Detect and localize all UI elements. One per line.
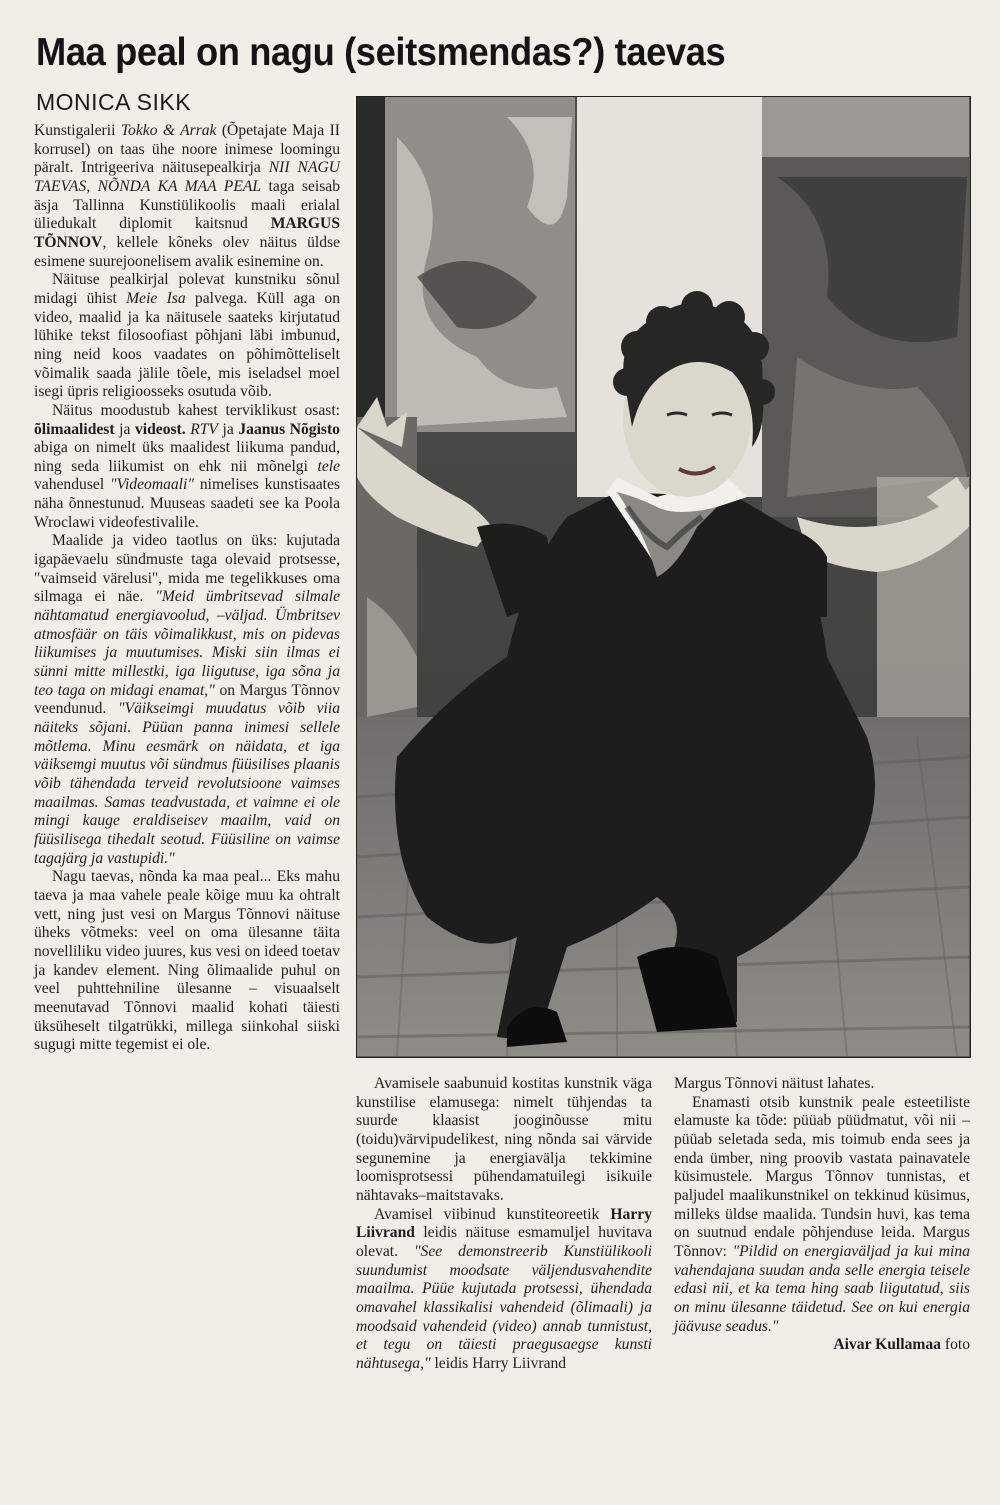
paragraph: Näituse pealkirjal polevat kunstniku sõnul midagi ühist Meie Isa palvega. Küll aga on video, maalid ja ka näitusele saateks kirjutatud lühike tekst filosoofiast põhjani läbi imbunud, ning neid koos vaadates on põhimõtteliselt võimalik saada jälile tõele, mis iseladsel moel isegi üpris religioosseks osutuda võib. <box>34 271 341 401</box>
article-column-3 <box>674 1075 970 1355</box>
critic-name: Harry Liivrand <box>356 1205 652 1242</box>
article-column-1 <box>34 122 340 1055</box>
paragraph: Avamisel viibinud kunstiteoreetik Harry Liivrand leidis näituse esmamuljel huvitava olevat. "See demonstreerib Kunstiülikooli suundumist moodsate väljendusvahendite maailma. Püüe kujutada protsessi, ühendada omavahel klassikalisi vahendeid (õlimaali) ja moodsaid vahendeid (video) annab tunnistust, et tegu on täiesti praegusaegse kunsti nähtusega," leidis Harry Liivrand <box>356 1205 652 1372</box>
paragraph: Enamasti otsib kunstnik peale esteetiliste elamuste ka tõde: püüab püüdmatut, või nii – püüab seletada seda, mis toimub enda sees ja enda ümber, ning proovib vastata painavatele küsimustele. Margus Tõnnov tunnistas, et paljudel maalikunstnikel on tekkinud küsimus, milleks üldse maalida. Tundsin huvi, kas tema on suutnud endale põhjenduse leida. Margus Tõnnov: "Pildid on energiaväljad ja kui mina vahendajana suudan anda selle energia teisele edasi nii, et ka tema hing saab liigutatud, siis on minu ülesanne täidetud. See on kui energia jäävuse seadus." <box>674 1093 970 1335</box>
quote: "Pildid on energiaväljad ja kui mina vahendajana suudan anda selle energia teisele edasi nii, et ka tema hing saab liigutatud, siis on minu ülesanne täidetud. See on kui energia jäävuse seadus." <box>674 1242 970 1335</box>
paragraph: Avamisele saabunuid kostitas kunstnik väga kunstilise elamusega: nimelt tühjendas ta suurde klaasist jooginõusse mitu (toidu)värvipudelikest, ning nõnda sai värvide segunemine ja energiavälja tekkimine loomisprotsessi pühendamatuilegi isikuile nähtavaks–maitstavaks. <box>356 1075 652 1204</box>
photo-credit-label: foto <box>944 1336 970 1354</box>
paragraph: Maalide ja video taotlus on üks: kujutada igapäevaelu sündmuste taga olevaid protsesse, "vaimseid värelusi", mida me tegelikkuses oma silmaga ei näe. "Meid ümbritsevad silmale nähtamatud energiavoolud, –väljad. Ümbritsev atmosfäär on täis võimalikkust, mis on pidevas liikumises ja muutumises. Miski siin ilmas ei sünni mitte millestki, iga liigutuse, iga sõna ja teo taga on midagi enamat," on Margus Tõnnov veendunud. "Väikseimgi muudatus võib viia näiteks sõjani. Püüan panna inimesi sellele mõtlema. Minu eesmärk on näidata, et iga väiksemgi muutus või sündmus füüsilises plaanis võib tähendada terveid revolutsioone vaimses maailmas. Samas teadvustada, et vaimne ei ole mingi kauge eraldiseisev maailm, vaid on füüsilisega tihedalt seotud. Füüsiline on vaimse tagajärg ja vastupidi." <box>34 532 340 867</box>
photo-credit <box>674 1336 970 1355</box>
photo-artist-portrait <box>356 96 971 1058</box>
byline: MONICA SIKK <box>36 89 192 115</box>
quote: "Väikseimgi muudatus võib viia näiteks sõjani. Püüan panna inimesi sellele mõtlema. Minu eesmärk on näidata, et iga väiksemgi muutus või sündmus füüsilises plaanis võib tähendada terveid revolutsioone vaimses maailmas. Samas teadvustada, et vaimne ei ole mingi kauge eraldiseisev maailm, vaid on füüsilisega tihedalt seotud. Füüsiline on vaimse tagajärg ja vastupidi." <box>34 700 340 867</box>
article-column-2 <box>356 1075 652 1374</box>
quote: "Meid ümbritsevad silmale nähtamatud energiavoolud, –väljad. Ümbritsev atmosfäär on täis võimalikkust, mis on pidevas liikumises ja muutumises. Miski siin ilmas ei sünni mitte millestki, iga liigutuse, iga sõna ja teo taga on midagi enamat," <box>34 588 340 699</box>
artist-photo-illustration <box>357 97 969 1056</box>
paragraph: Margus Tõnnovi näitust lahates. <box>674 1075 875 1092</box>
quote: "See demonstreerib Kunstiülikooli suundumist moodsate väljendusvahendite maailma. Püüe kujutada protsessi, ühendada omavahel klassikalisi vahendeid (õlimaali) ja moodsaid vahendeid (video) annab tunnistust, et tegu on täiesti praegusaegse kunsti nähtusega," <box>356 1242 652 1372</box>
paragraph: Nagu taevas, nõnda ka maa peal... Eks mahu taeva ja maa vahele peale kõige muu ka ohtralt vett, ning just vesi on Margus Tõnnovi näituse üheks võtmeks: veel on oma ülesanne täita novelliliku video juures, kus vesi on ideed toetav ja kandev element. Ning õlimaalide puhul on veel puhttehniline ülesanne – visuaalselt meenutavad Tõnnovi maalid kohati täiesti üksüheselt tilgatrükki, millega siinkohal siiski sugugi mitte tegemist ei ole. <box>34 868 340 1054</box>
headline: Maa peal on nagu (seitsmendas?) taevas <box>36 31 726 74</box>
photographer-name: Aivar Kullamaa <box>833 1336 941 1354</box>
artist-name: MARGUS TÕNNOV <box>34 215 340 251</box>
paragraph: Näitus moodustub kahest terviklikust osast: õlimaalidest ja videost. RTV ja Jaanus Nõgisto abiga on nimelt üks maalidest liikuma pandud, ning seda liikumist on ehk nii mõnelgi tele vahendusel "Videomaali" nimelises kunstisaates näha õnnestunud. Muuseas saadeti see ka Poola Wroclawi videofestivalile. <box>34 401 340 531</box>
paragraph: Kunstigalerii Tokko & Arrak (Õpetajate Maja II korrusel) on taas ühe noore inimese loomingu päralt. Intrigeeriva näitusepealkirja NII NAGU TAEVAS, NÕNDA KA MAA PEAL taga seisab äsja Tallinna Kunstiülikoolis maali erialal üliedukalt diplomit kaitsnud MARGUS TÕNNOV, kellele kõneks olev näitus üldse esimene suurejoonelisem avalik esinemine on. <box>34 122 340 270</box>
